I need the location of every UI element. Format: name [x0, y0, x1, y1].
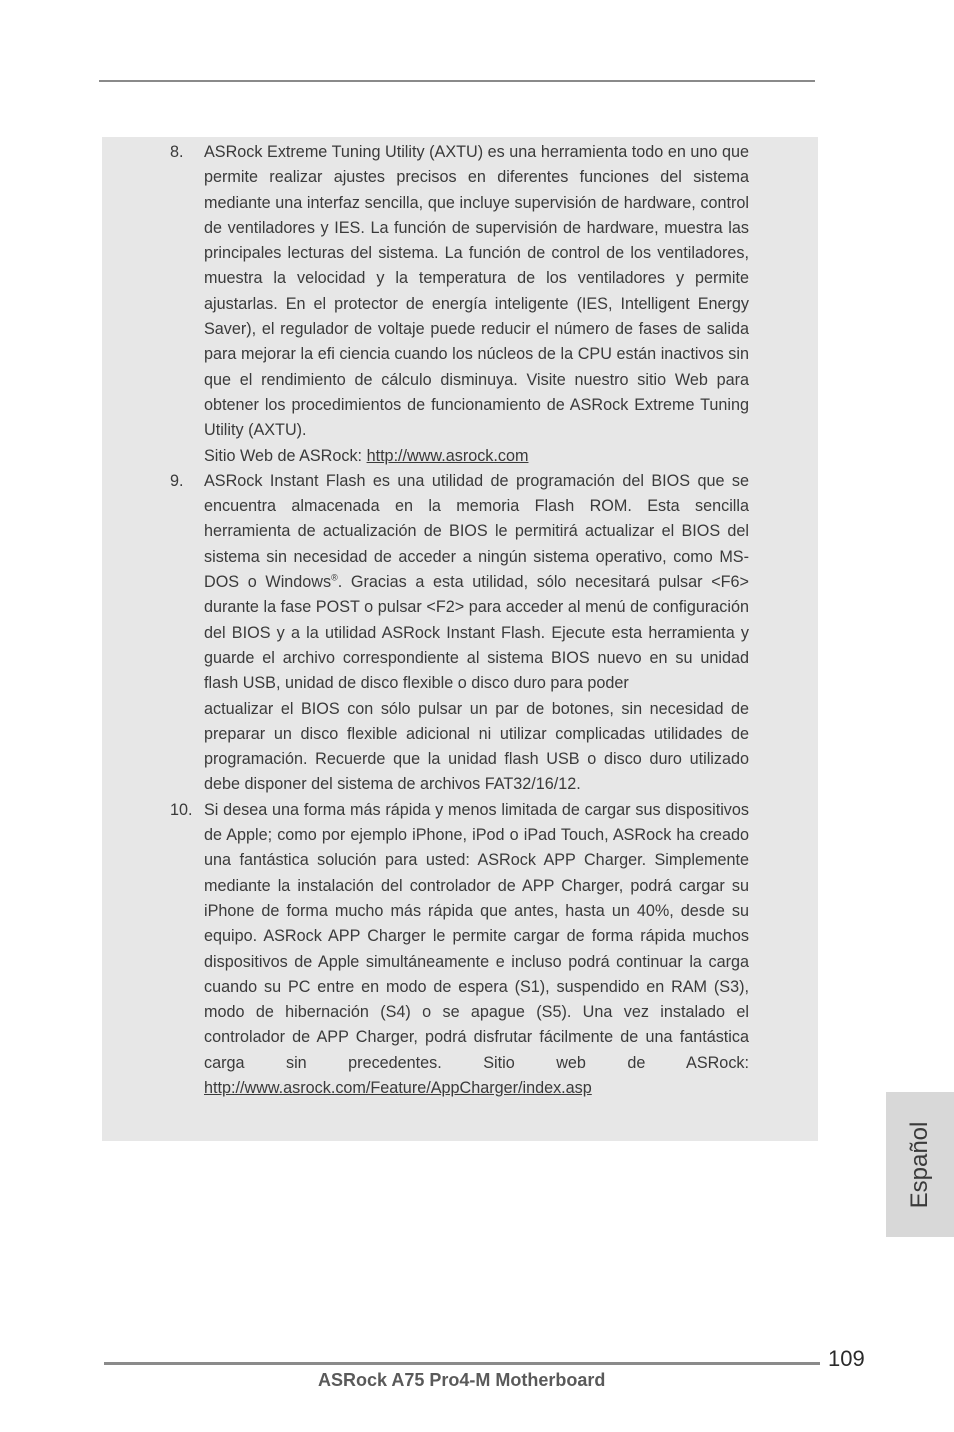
item-text-part: ASRock Instant Flash es una utilidad de programación del BIOS que se encuentra almacenada en la memoria Flash ROM. Esta sencilla herramienta de actualización de BIOS le permitirá actualizar el BIOS del sistema sin necesidad de acceder a ningún sistema operativo, como MS-DOS o Windows — [204, 471, 749, 592]
list-item — [170, 798, 749, 1102]
item-text-part: . Gracias a esta utilidad, sólo necesitará pulsar <F6> durante la fase POST o pulsar <F2> para acceder al menú de configuración del BIOS y a la utilidad ASRock Instant Flash. Ejecute esta herramienta y guarde el archivo correspondiente al sistema BIOS nuevo en su unidad flash USB, unidad de disco flexible o disco duro para poder — [204, 573, 749, 693]
list-item — [170, 469, 749, 798]
item-text: ASRock Extreme Tuning Utility (AXTU) es una herramienta todo en uno que permite realizar ajustes precisos en diferentes funciones del sistema mediante una interfaz sencilla, que incluye supervisión de hardware, control de ventiladores y IES. La función de supervisión de hardware, muestra las principales lecturas del sistema. La función de control de los ventiladores, muestra la velocidad y la temperatura de los ventiladores y permite ajustarlas. En el protector de energía inteligente (IES, Intelligent Energy Saver), el regulador de voltaje puede reducir el número de fases de salida para mejorar la efi ciencia cuando los núcleos de la CPU están inactivos sin que el rendimiento de cálculo disminuya. Visite nuestro sitio Web para obtener los procedimientos de funcionamiento de ASRock Extreme Tuning Utility (AXTU). — [204, 143, 749, 440]
item-text-continued: actualizar el BIOS con sólo pulsar un par de botones, sin necesidad de preparar un disco flexible adicional ni utilizar complicadas utilidades de programación. Recuerde que la unidad flash USB o disco duro utilizado debe disponer del sistema de archivos FAT32/16/12. — [204, 699, 749, 794]
language-tab — [886, 1092, 954, 1237]
bottom-divider — [104, 1362, 820, 1365]
item-text — [204, 469, 749, 697]
top-divider — [99, 80, 815, 82]
footer-title: ASRock A75 Pro4-M Motherboard — [318, 1370, 606, 1390]
language-label: Español — [906, 1121, 933, 1208]
asrock-website-link[interactable]: http://www.asrock.com — [366, 446, 529, 465]
site-label: Sitio Web de ASRock: — [204, 446, 367, 465]
item-text-part: Si desea una forma más rápida y menos limitada de cargar sus dispositivos de Apple; como por ejemplo iPhone, iPod o iPad Touch, ASRock ha creado una fantástica solución para usted: ASRock APP Charger. Simplemente mediante la instalación del controlador de APP Charger, podrá cargar su iPhone de forma mucho más rápida que antes, hasta un 40%, desde su equipo. ASRock APP Charger le permite cargar de forma rápida muchos dispositivos de Apple simultáneamente e incluso podrá continuar la carga cuando su PC entre en modo de espera (S1), suspendido en RAM (S3), modo de hibernación (S4) o se apague (S5). Una vez instalado el controlador de APP Charger, podrá disfrutar fácilmente de una fantástica carga sin precedentes. Sitio web de ASRock: — [204, 800, 749, 1072]
item-number: 9. — [170, 471, 184, 490]
item-number: 10. — [170, 800, 193, 819]
item-text — [204, 798, 749, 1102]
registered-mark: ® — [331, 572, 338, 583]
list-item — [170, 140, 749, 469]
app-charger-link[interactable]: http://www.asrock.com/Feature/AppCharger/index.asp — [204, 1078, 592, 1097]
site-line — [204, 444, 749, 469]
item-number: 8. — [170, 143, 184, 161]
page-number: 109 — [828, 1346, 865, 1371]
feature-list — [170, 140, 749, 1101]
